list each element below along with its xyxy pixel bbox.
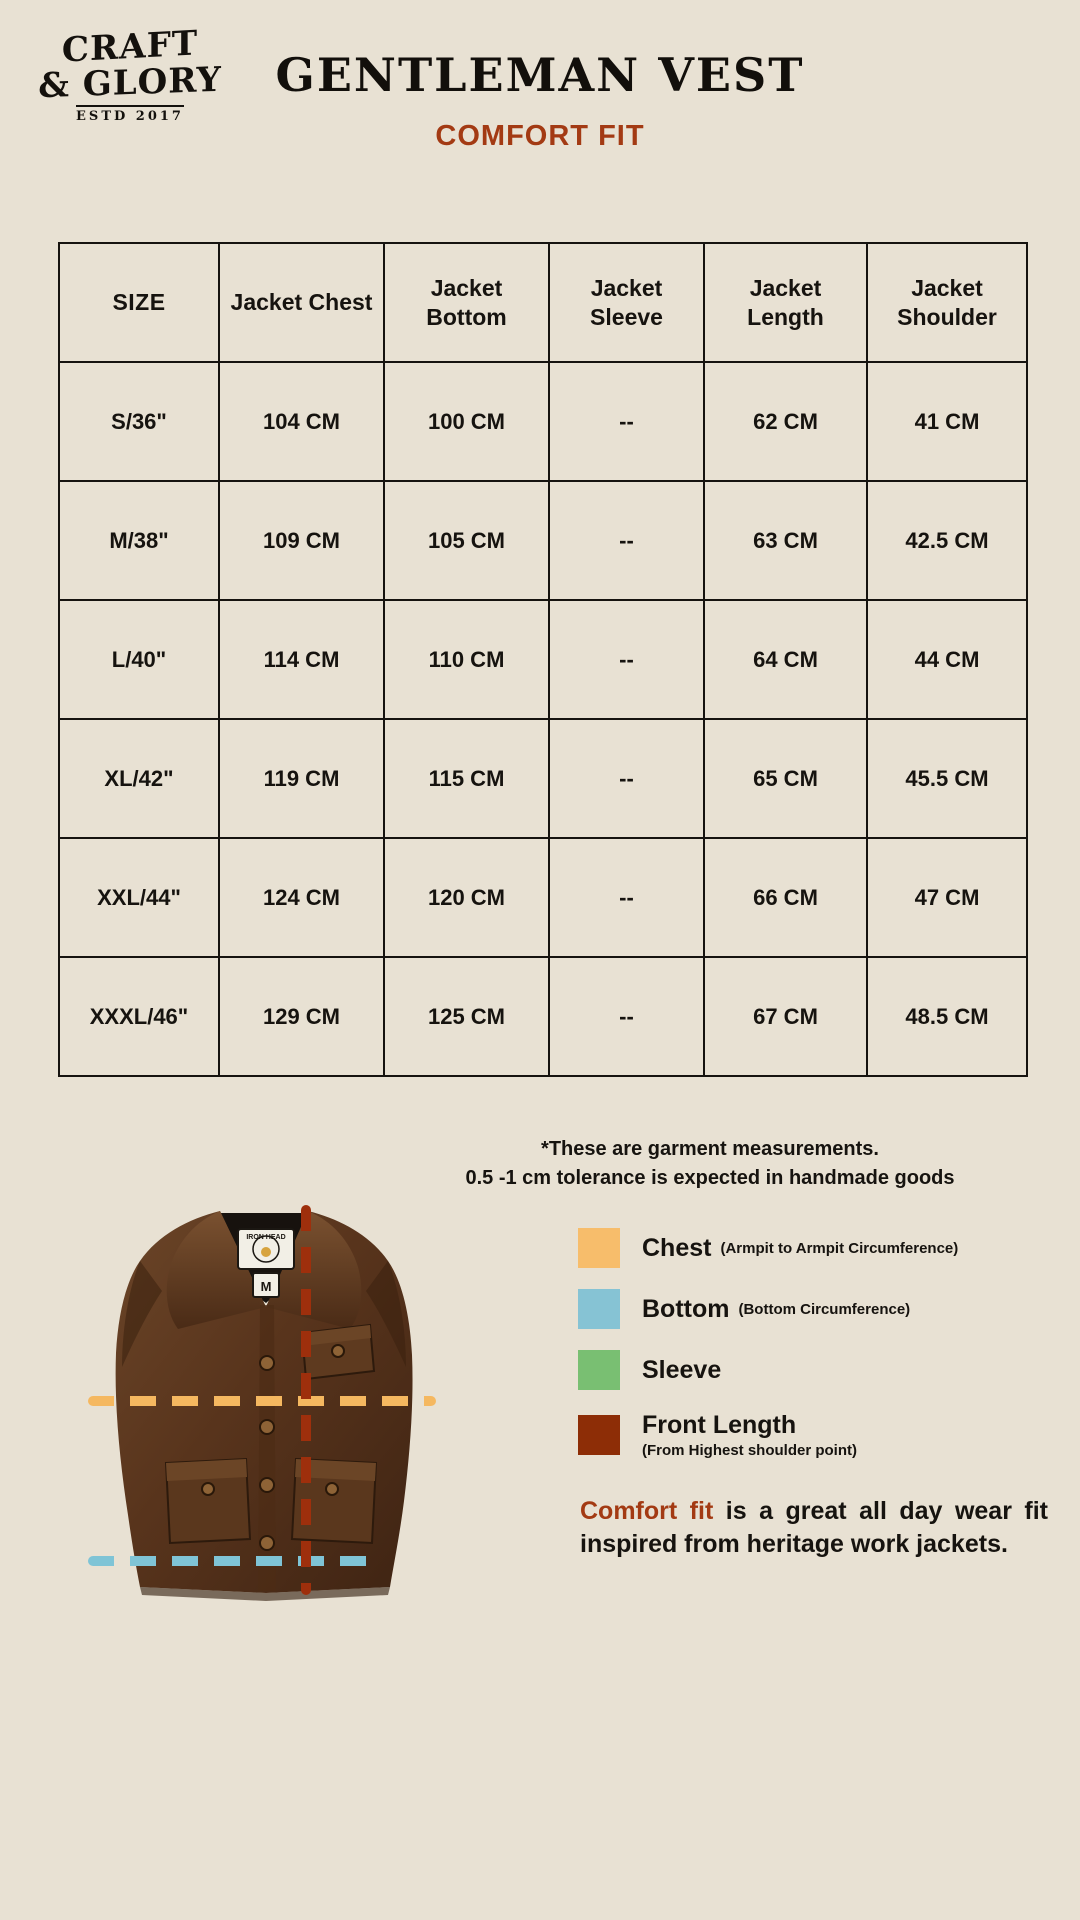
brand-logo-established: ESTD 2017: [76, 105, 184, 124]
table-row: [59, 362, 1027, 481]
cell-size: XXXL/46": [59, 957, 219, 1076]
cell-length: 65 CM: [704, 719, 867, 838]
brand-logo-line1: CRAFT: [61, 23, 199, 71]
chest-color-swatch: [578, 1228, 620, 1268]
cell-bottom: 100 CM: [384, 362, 549, 481]
front-length-color-swatch: [578, 1415, 620, 1455]
page-header: [0, 0, 1080, 190]
legend-sub-bottom: (Bottom Circumference): [738, 1300, 911, 1318]
cell-sleeve: --: [549, 838, 704, 957]
cell-length: 63 CM: [704, 481, 867, 600]
cell-bottom: 125 CM: [384, 957, 549, 1076]
legend-text-front-length: [642, 1411, 857, 1459]
cell-size: L/40": [59, 600, 219, 719]
legend-sub-front-length: (From Highest shoulder point): [642, 1442, 857, 1459]
cell-bottom: 120 CM: [384, 838, 549, 957]
size-chart-table: [58, 242, 1028, 1077]
cell-size: S/36": [59, 362, 219, 481]
legend-item-sleeve: [578, 1350, 1048, 1390]
page-title: GENTLEMAN VEST: [275, 48, 805, 102]
cell-length: 64 CM: [704, 600, 867, 719]
legend-label-chest: Chest: [642, 1233, 712, 1262]
cell-sleeve: --: [549, 481, 704, 600]
cell-shoulder: 44 CM: [867, 600, 1027, 719]
column-header-shoulder: Jacket Shoulder: [867, 243, 1027, 362]
bottom-measure-line: [88, 1556, 380, 1566]
column-header-size: SIZE: [59, 243, 219, 362]
cell-chest: 104 CM: [219, 362, 384, 481]
fit-description: [580, 1495, 1048, 1562]
cell-chest: 109 CM: [219, 481, 384, 600]
bottom-color-swatch: [578, 1289, 620, 1329]
cell-chest: 114 CM: [219, 600, 384, 719]
cell-bottom: 105 CM: [384, 481, 549, 600]
legend-item-bottom: [578, 1289, 1048, 1329]
cell-size: M/38": [59, 481, 219, 600]
brand-logo-line2: & GLORY: [38, 59, 222, 106]
sleeve-color-swatch: [578, 1350, 620, 1390]
size-chart-table-wrapper: [58, 242, 1021, 1077]
measurement-note: [370, 1135, 1050, 1193]
cell-shoulder: 41 CM: [867, 362, 1027, 481]
front-length-measure-line: [301, 1205, 311, 1595]
cell-sleeve: --: [549, 362, 704, 481]
column-header-bottom: Jacket Bottom: [384, 243, 549, 362]
legend: [578, 1228, 1048, 1480]
cell-bottom: 115 CM: [384, 719, 549, 838]
cell-size: XL/42": [59, 719, 219, 838]
cell-shoulder: 45.5 CM: [867, 719, 1027, 838]
vest-illustration: [70, 1195, 490, 1645]
column-header-length: Jacket Length: [704, 243, 867, 362]
cell-size: XXL/44": [59, 838, 219, 957]
cell-shoulder: 48.5 CM: [867, 957, 1027, 1076]
column-header-sleeve: Jacket Sleeve: [549, 243, 704, 362]
cell-length: 66 CM: [704, 838, 867, 957]
cell-length: 62 CM: [704, 362, 867, 481]
cell-chest: 129 CM: [219, 957, 384, 1076]
fit-description-accent: Comfort fit: [580, 1497, 714, 1525]
page-subtitle: COMFORT FIT: [435, 120, 645, 152]
table-header-row: [59, 243, 1027, 362]
cell-bottom: 110 CM: [384, 600, 549, 719]
fit-description-rest: is a great all day wear fit inspired from heritage work jackets.: [580, 1497, 1049, 1559]
svg-text:M: M: [260, 1279, 272, 1294]
cell-shoulder: 42.5 CM: [867, 481, 1027, 600]
table-row: [59, 957, 1027, 1076]
svg-text:IRON HEAD: IRON HEAD: [246, 1234, 286, 1241]
table-row: [59, 838, 1027, 957]
table-row: [59, 600, 1027, 719]
legend-label-sleeve: Sleeve: [642, 1355, 722, 1384]
legend-label-front-length: Front Length: [642, 1411, 797, 1439]
cell-sleeve: --: [549, 600, 704, 719]
legend-item-front-length: [578, 1411, 1048, 1459]
legend-label-bottom: Bottom: [642, 1294, 730, 1323]
column-header-chest: Jacket Chest: [219, 243, 384, 362]
table-row: [59, 719, 1027, 838]
cell-chest: 119 CM: [219, 719, 384, 838]
cell-sleeve: --: [549, 719, 704, 838]
chest-measure-line: [88, 1396, 436, 1406]
measurement-note-line1: *These are garment measurements.: [541, 1138, 879, 1160]
cell-sleeve: --: [549, 957, 704, 1076]
legend-item-chest: [578, 1228, 1048, 1268]
cell-length: 67 CM: [704, 957, 867, 1076]
cell-shoulder: 47 CM: [867, 838, 1027, 957]
legend-sub-chest: (Armpit to Armpit Circumference): [720, 1239, 959, 1257]
table-row: [59, 481, 1027, 600]
measurement-note-line2: 0.5 -1 cm tolerance is expected in handmade goods: [465, 1167, 955, 1189]
cell-chest: 124 CM: [219, 838, 384, 957]
